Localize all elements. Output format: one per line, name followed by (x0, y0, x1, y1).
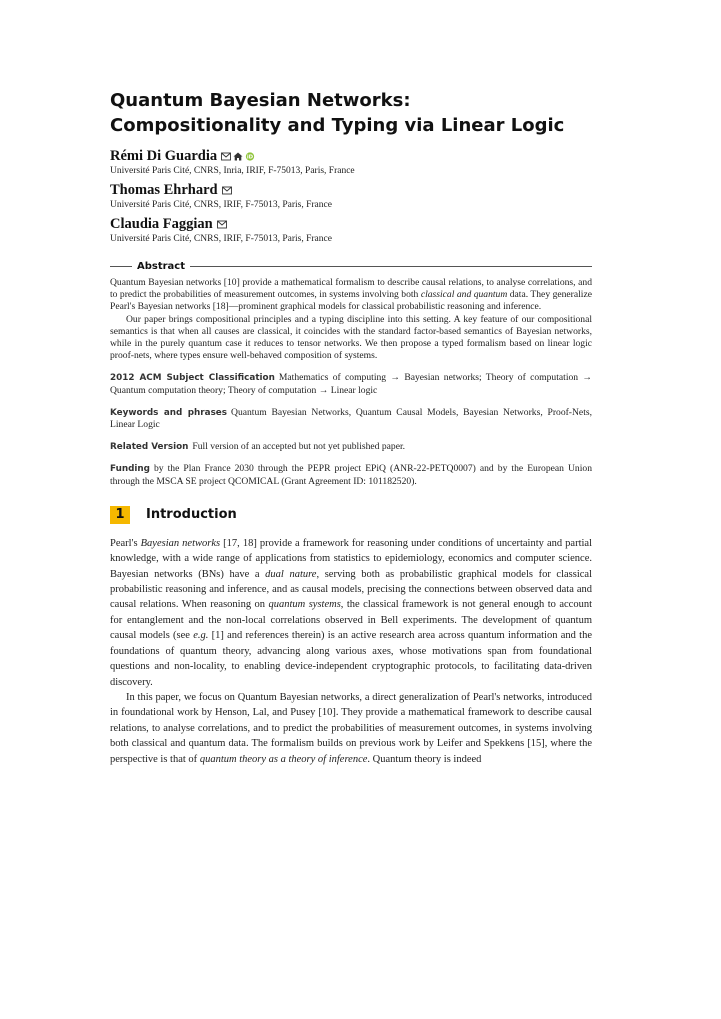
emphasis-text: dual nature (265, 568, 317, 580)
email-icon[interactable] (222, 186, 232, 195)
meta-label: Funding (110, 464, 150, 475)
intro-paragraph-2 (110, 690, 592, 767)
divider (190, 266, 592, 267)
meta-text: by the Plan France 2030 through the PEPR project EPiQ (ANR-22-PETQ0007) and by the European Union through the MSCA SE project QCOMICAL (Grant Agreement ID: 101182520). (110, 463, 592, 487)
author-affiliation: Université Paris Cité, CNRS, IRIF, F-75013, Paris, France (110, 234, 332, 244)
author-name: Thomas Ehrhard (110, 182, 218, 198)
text-run: [17, 18] provide a framework for reasoning under conditions of uncertainty and partial knowledge, with a wide range of applications from statistics to epidemiology, economics and computer science. Bayesian networks (BNs) have a (110, 537, 592, 580)
related-version (110, 441, 592, 453)
text-run: In this paper, we focus on Quantum Bayesian networks, a direct generalization of Pearl's networks, introduced in foundational work by Henson, Lal, and Pusey [10]. They provide a mathematical framework to describe causal relations, to analyse correlations, and to predict the probabilities of measurement outcomes, in systems involving both classical and quantum data. The formalism builds on previous work by Leifer and Spekkens [15], where the perspective is that of (110, 691, 592, 765)
section-title: Introduction (146, 507, 237, 523)
author-affiliation: Université Paris Cité, CNRS, Inria, IRIF, F-75013, Paris, France (110, 166, 355, 176)
email-icon[interactable] (221, 152, 231, 161)
emphasis-text: classical and quantum (420, 289, 508, 301)
author-list (110, 148, 592, 245)
title-line-2: Compositionality and Typing via Linear Logic (110, 115, 565, 136)
text-run: [1] and references therein) is an active research area across quantum information and the foundations of quantum theory, advancing along various axes, whose motivations span from foundational questions and non-locality, to enabling device-independent cryptographic protocols, to facilitating data-driven discovery. (110, 630, 592, 688)
emphasis-text: e.g. (193, 630, 209, 642)
orcid-icon[interactable] (245, 152, 255, 161)
text-run: , the classical framework is not general enough to account for entanglement and the non-local correlations observed in Bell experiments. The development of quantum causal models (see (110, 599, 593, 642)
abstract-paragraph-2: Our paper brings compositional principles and a typing discipline into this setting. A key feature of our compositional semantics is that when all causes are classical, it coincides with the standard factor-based semantics of Bayesian networks, while in the purely quantum case it reduces to tensor networks. We then propose a typed formalism based on linear logic proof-nets, where types ensure well-behaved composition of systems. (110, 313, 592, 362)
email-icon[interactable] (217, 220, 227, 229)
acm-classification (110, 372, 592, 396)
author-block (110, 148, 592, 177)
meta-label: 2012 ACM Subject Classification (110, 373, 275, 384)
section-number: 1 (110, 506, 130, 524)
text-run: . Quantum theory is indeed (367, 753, 482, 765)
paper-page (110, 88, 592, 767)
section-heading (110, 506, 592, 524)
funding (110, 463, 592, 487)
emphasis-text: quantum systems (268, 599, 341, 611)
author-name: Rémi Di Guardia (110, 148, 218, 164)
emphasis-text: quantum theory as a theory of inference (199, 753, 368, 765)
paper-title (110, 88, 592, 138)
intro-paragraph-1 (110, 536, 592, 690)
meta-text: Quantum Bayesian Networks, Quantum Causal Models, Bayesian Networks, Proof-Nets, Linear Logic (110, 406, 592, 431)
author-name: Claudia Faggian (110, 216, 213, 232)
meta-label: Related Version (110, 442, 189, 453)
home-icon[interactable] (233, 152, 243, 161)
text-run: , serving both as probabilistic graphical models for classical probabilistic reasoning and inference, and as causal models, precising the connections between observed data and causal relations. When reasoning on (110, 568, 592, 611)
meta-label: Keywords and phrases (110, 407, 228, 418)
keywords (110, 407, 592, 431)
text-run: data. They generalize Pearl's Bayesian networks [18]—prominent graphical models for classical probabilistic reasoning and inference. (110, 289, 592, 313)
abstract-heading (110, 259, 592, 273)
author-affiliation: Université Paris Cité, CNRS, IRIF, F-75013, Paris, France (110, 200, 332, 210)
text-run: Quantum Bayesian networks [10] provide a mathematical formalism to describe causal relations, to analyse correlations, and to predict the probabilities of measurement outcomes, in systems involving both (110, 277, 592, 301)
emphasis-text: Bayesian networks (140, 537, 221, 549)
meta-text: Full version of an accepted but not yet published paper. (192, 441, 406, 453)
text-run: Pearl's (110, 537, 141, 549)
title-line-1: Quantum Bayesian Networks: (110, 90, 411, 111)
svg-text:iD: iD (246, 154, 254, 161)
divider (110, 266, 132, 267)
abstract-label: Abstract (137, 260, 186, 272)
abstract-paragraph-1 (110, 277, 592, 314)
author-block (110, 216, 592, 245)
author-block (110, 182, 592, 211)
meta-text: Mathematics of computing → Bayesian networks; Theory of computation → Quantum computation theory; Theory of computation → Linear logic (110, 372, 592, 396)
